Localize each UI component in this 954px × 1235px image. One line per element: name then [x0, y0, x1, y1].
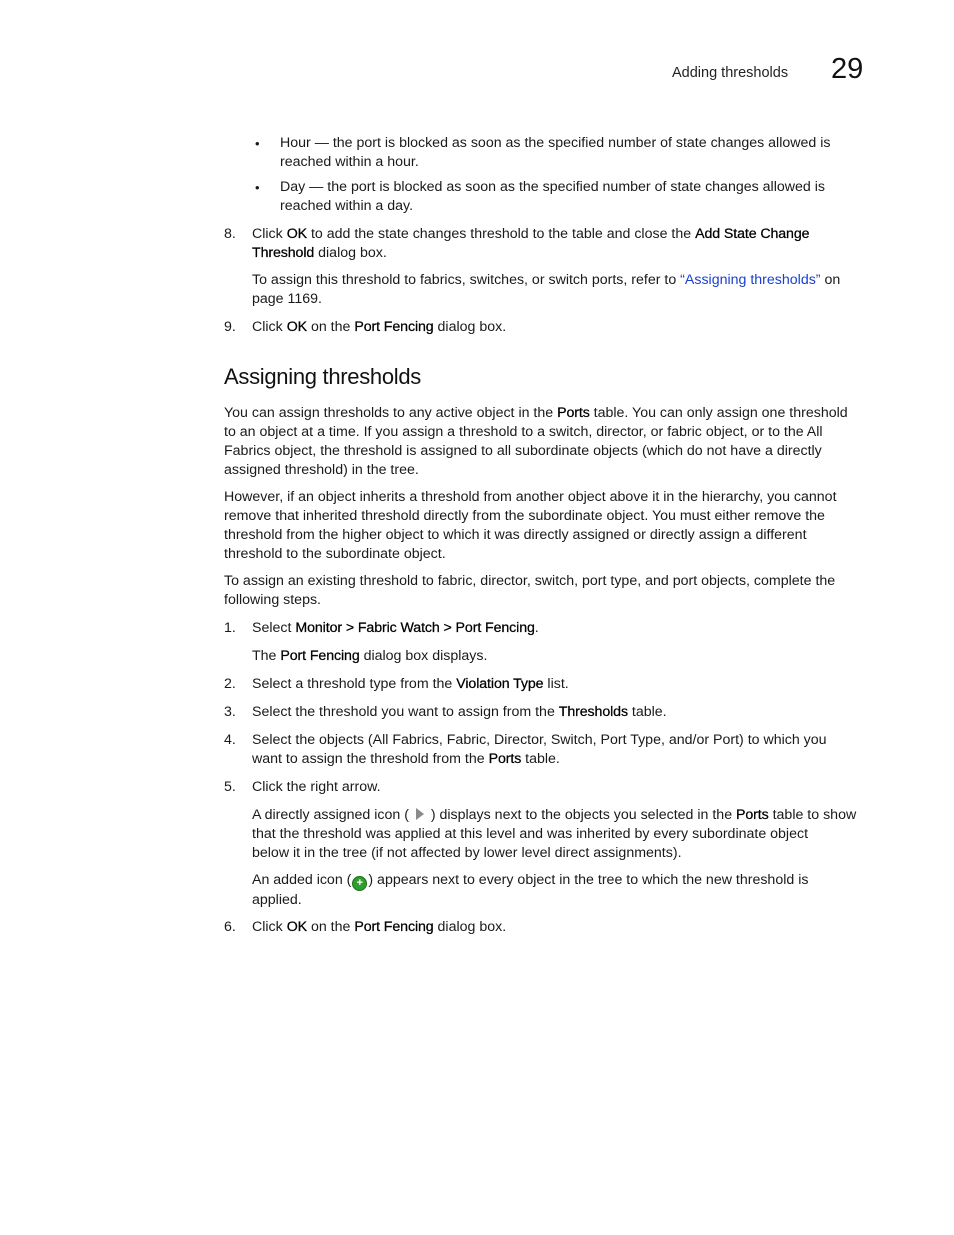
step-5-directly-assigned-note: A directly assigned icon ( ) displays next to the objects you selected in the Ports table to show that the threshold was applied at this level and was inherited by every subordinate object below it in the tree (if not affected by lower level direct assignments). [252, 807, 857, 861]
step-2-text: Select a threshold type from the Violation Type list. [252, 676, 569, 692]
bullet-line: reached within a day. [280, 198, 414, 214]
running-header-title: Adding thresholds [672, 65, 789, 81]
step-number: 1. [224, 620, 236, 636]
bullet-line: Hour — the port is blocked as soon as the specified number of state changes allowed is [280, 135, 831, 151]
step-8-note: To assign this threshold to fabrics, switches, or switch ports, refer to “Assigning thresholds” on page 1169. [252, 272, 841, 307]
step-6-text: Click OK on the Port Fencing dialog box. [252, 919, 507, 935]
chapter-number: 29 [831, 53, 864, 85]
bullet-line: reached within a hour. [280, 154, 419, 170]
bullet-item-day [280, 178, 825, 216]
step-number: 4. [224, 732, 236, 748]
assigning-thresholds-link[interactable]: “Assigning thresholds” [680, 272, 821, 288]
step-3-text: Select the threshold you want to assign from the Thresholds table. [252, 704, 667, 720]
step-1-text: Select Monitor > Fabric Watch > Port Fencing. [252, 620, 539, 636]
step-1-result: The Port Fencing dialog box displays. [252, 648, 488, 664]
right-arrow-icon [416, 808, 424, 820]
step-8-text: Click OK to add the state changes threshold to the table and close the Add State Change Threshold dialog box. [252, 226, 810, 261]
section-heading: Assigning thresholds [224, 364, 422, 389]
intro-paragraph: You can assign thresholds to any active object in the Ports table. You can only assign one threshold to an object at a time. If you assign a threshold to a switch, director, or fabric object, or to the All Fabrics object, the threshold is assigned to all subordinate objects (which do not have a directly assigned threshold) in the tree. [224, 405, 848, 478]
step-4-text: Select the objects (All Fabrics, Fabric, Director, Switch, Port Type, and/or Port) to which you want to assign the threshold from the Ports table. [252, 732, 827, 767]
step-number: 5. [224, 779, 236, 795]
step-5-text: Click the right arrow. [252, 779, 381, 795]
inheritance-paragraph: However, if an object inherits a threshold from another object above it in the hierarchy, you cannot remove that inherited threshold directly from the subordinate object. You must either remove the threshold from the higher object to which it was directly assigned or directly assign a different threshold to the subordinate object. [224, 489, 837, 562]
green-plus-icon: + [352, 876, 367, 891]
step-number: 6. [224, 919, 236, 935]
steps-intro-paragraph: To assign an existing threshold to fabric, director, switch, port type, and port objects, complete the following steps. [224, 573, 836, 608]
step-5-added-note: An added icon ( + ) appears next to every object in the tree to which the new threshold is applied. [252, 872, 809, 908]
step-number: 2. [224, 676, 236, 692]
bullet-dot: • [255, 136, 260, 151]
step-9-text: Click OK on the Port Fencing dialog box. [252, 319, 507, 335]
step-number: 3. [224, 704, 236, 720]
bullet-dot: • [255, 180, 260, 195]
step-number: 9. [224, 319, 236, 335]
step-number: 8. [224, 226, 236, 242]
bullet-item-hour [280, 134, 830, 172]
menu-path: Monitor > Fabric Watch > Port Fencing [295, 620, 535, 636]
bullet-line: Day — the port is blocked as soon as the specified number of state changes allowed is [280, 179, 825, 195]
